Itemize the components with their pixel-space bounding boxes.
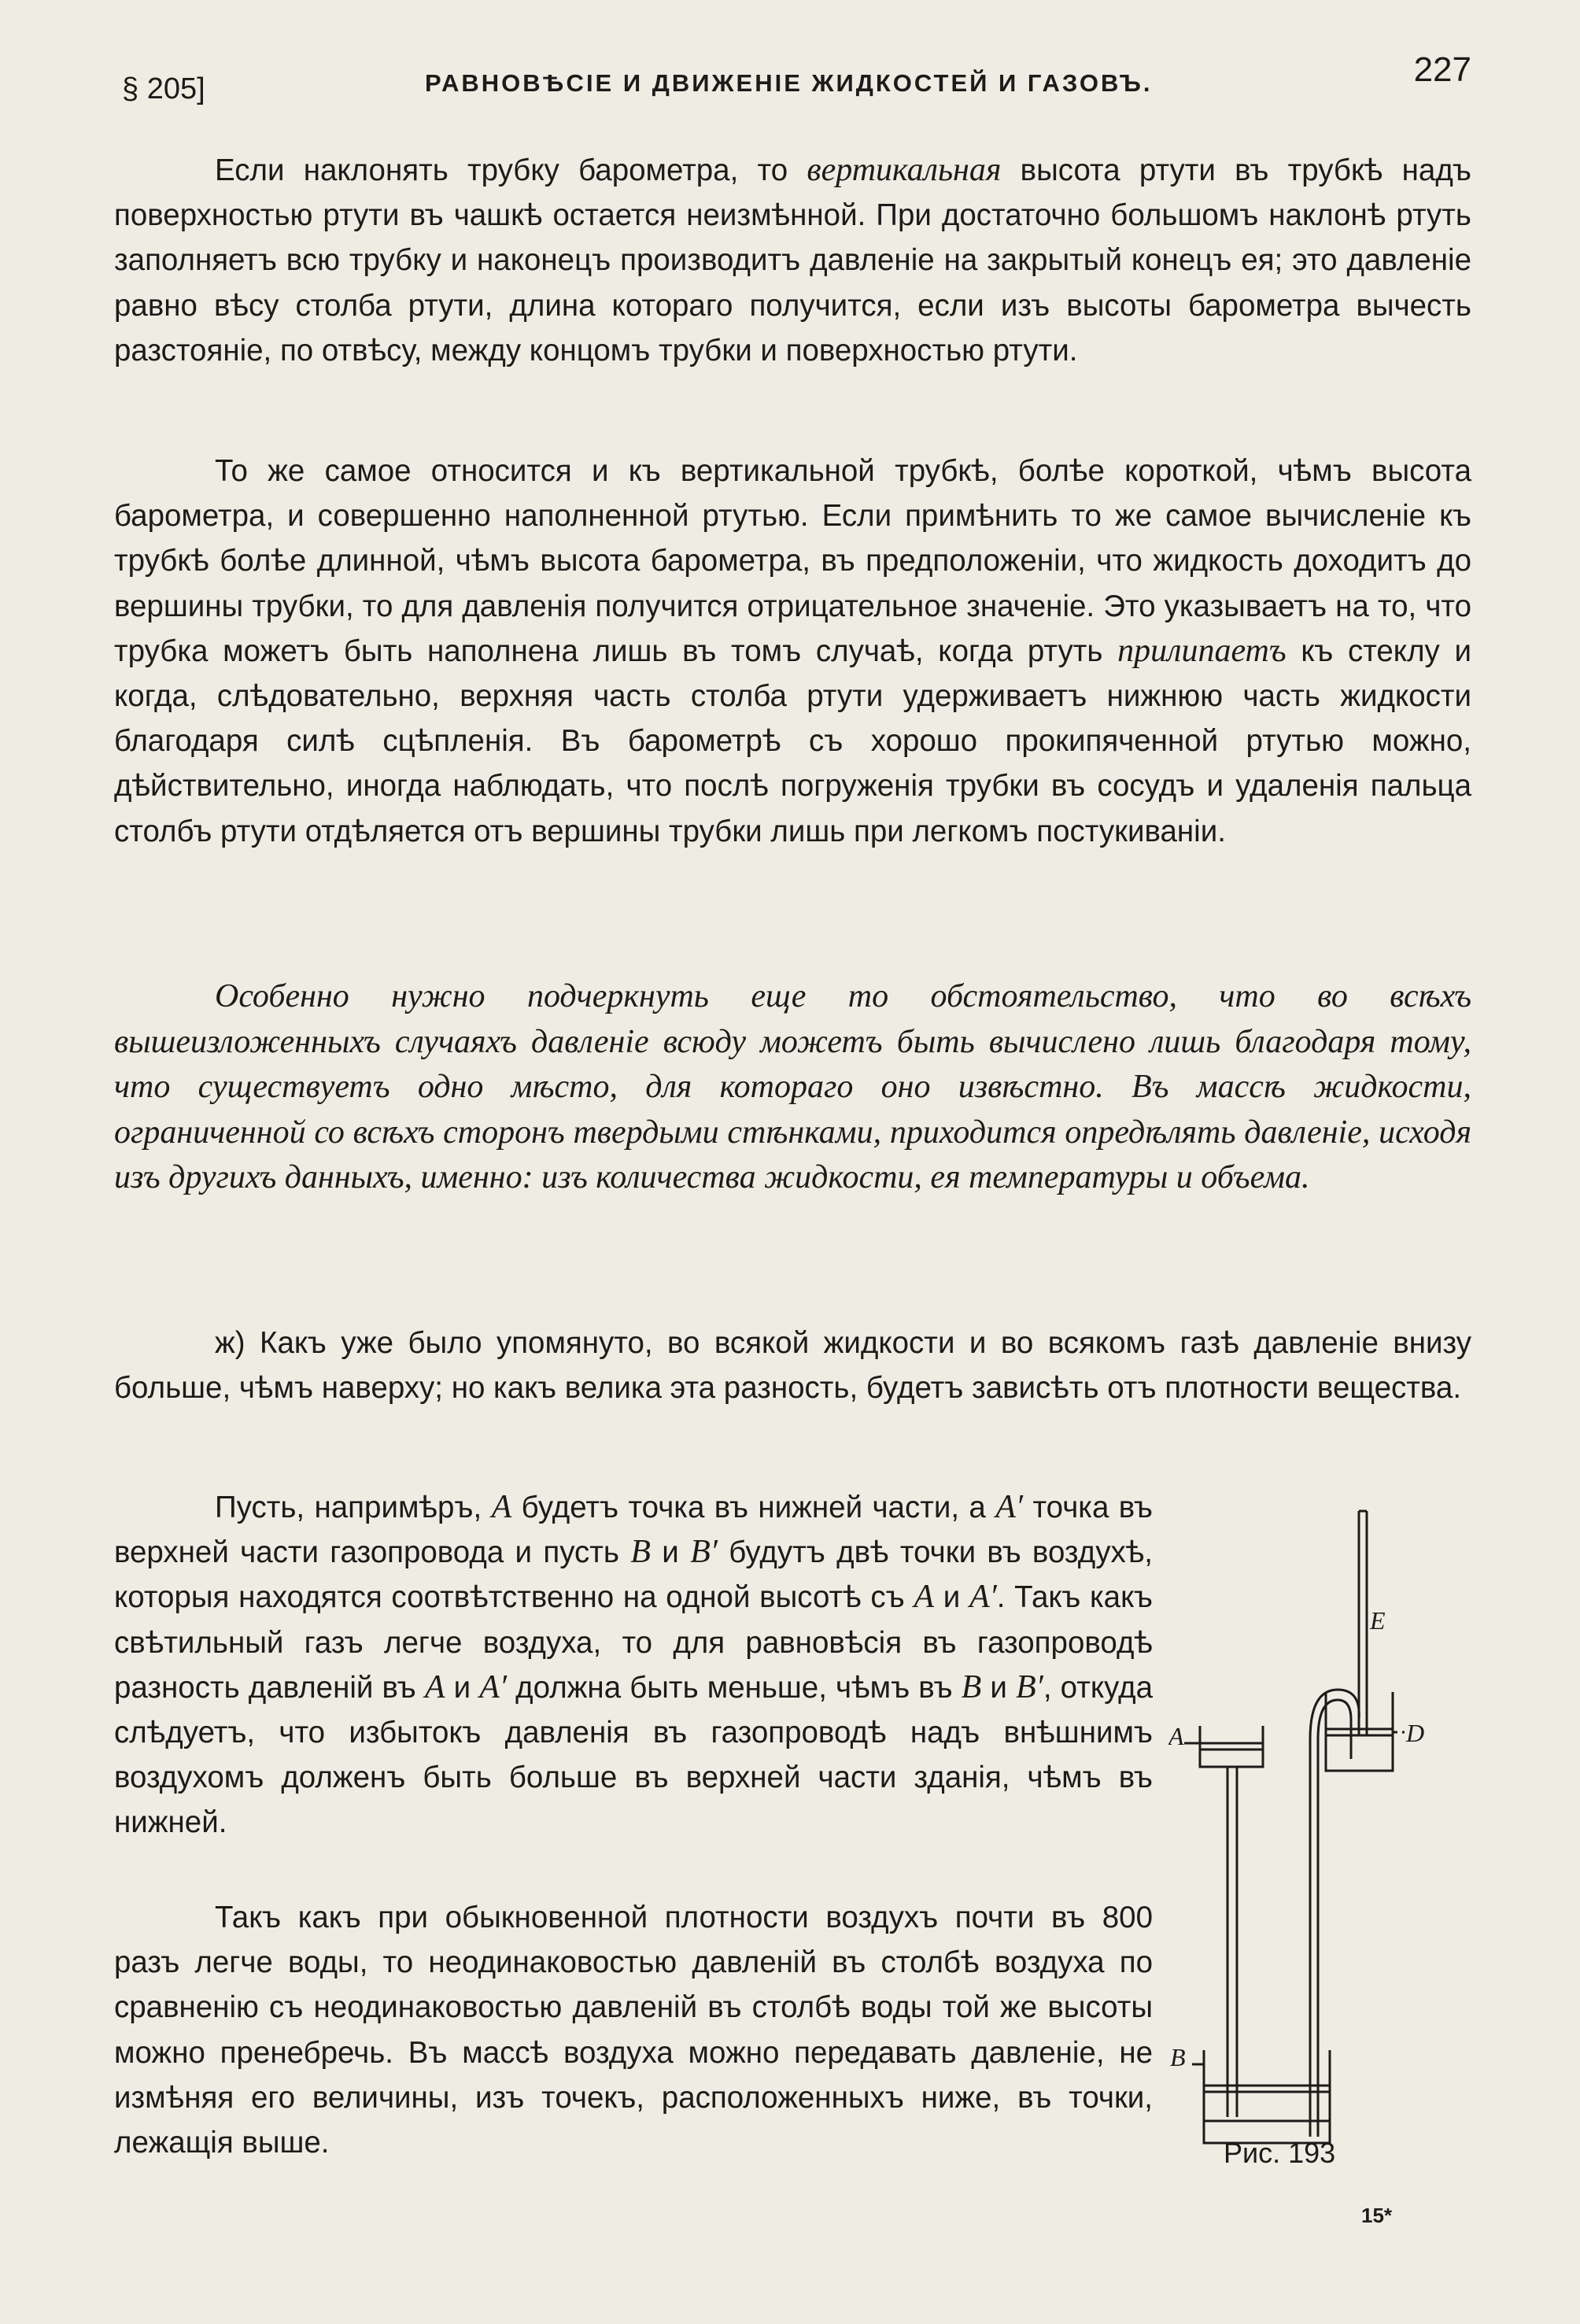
text-run: То же самое относится и къ вертикальной трубкѣ, болѣе короткой, чѣмъ высота барометра, и совершенно наполненной ртутью. Если примѣнить то же самое вычисленіе къ трубкѣ болѣе длинной, чѣмъ высота барометра, въ предположеніи, что жидкость доходитъ до вершины трубки, то для давленія получится отрицательное значеніе. Это указываетъ на то, что трубка можетъ быть наполнена лишь въ томъ случаѣ, когда ртуть	[114, 454, 1471, 668]
printer-signature: 15*	[1361, 2204, 1393, 2227]
label-e: E	[1370, 1606, 1386, 1635]
text-run: Пусть, напримѣръ,	[215, 1491, 492, 1524]
text-run: и	[445, 1670, 480, 1705]
symbol-B-prime: B′	[1016, 1668, 1043, 1705]
symbol-A-prime: A′	[969, 1579, 997, 1616]
symbol-A-prime: A′	[479, 1668, 508, 1705]
page-number: 227	[1413, 50, 1471, 89]
symbol-B: B	[961, 1668, 982, 1705]
text-run: къ стеклу и когда, слѣдовательно, верхняя часть столба ртути удерживаетъ нижнюю часть жидкости благодаря силѣ сцѣпленія. Въ барометрѣ съ хорошо прокипяченной ртутью можно, дѣйствительно, иногда наблюдать, что послѣ погруженія трубки въ сосудъ и удаленія пальца столбъ ртути отдѣляется отъ вершины трубки лишь при легкомъ постукиваніи.	[114, 634, 1471, 848]
text-run: будутъ двѣ точки въ воздухѣ, которыя находятся соотвѣтственно на одной высотѣ съ	[114, 1535, 1153, 1615]
symbol-A: A	[424, 1668, 445, 1705]
running-title: РАВНОВѢСІЕ И ДВИЖЕНІЕ ЖИДКОСТЕЙ И ГАЗОВЪ.	[425, 69, 1153, 97]
paragraph-6: Такъ какъ при обыкновенной плотности воздухъ почти въ 800 разъ легче воды, то неодинаковостью давленій въ столбѣ воздуха по сравненію съ неодинаковостью давленій въ столбѣ воды той же высоты можно пренебречь. Въ массѣ воздуха можно передавать давленіе, не измѣняя его величины, изъ точекъ, расположенныхъ ниже, въ точки, лежащія выше.	[114, 1901, 1153, 2160]
text-run: Если наклонять трубку барометра, то	[215, 153, 807, 187]
section-number: § 205]	[122, 72, 205, 105]
symbol-A: A	[914, 1579, 935, 1616]
paragraph-5	[114, 1485, 1153, 1846]
text-run: . Такъ какъ свѣтильный газъ легче воздуха, то для равновѣсія въ газопроводѣ разность давленій въ	[114, 1580, 1153, 1705]
text-run: и	[981, 1670, 1017, 1705]
label-d: D	[1406, 1719, 1425, 1747]
text-run: будетъ точка въ нижней части, а	[511, 1491, 996, 1524]
label-b: B	[1170, 2043, 1186, 2071]
paragraph-2	[114, 449, 1471, 854]
symbol-B: B	[630, 1534, 651, 1571]
symbol-B-prime: B′	[690, 1534, 718, 1571]
symbol-A: A	[491, 1489, 512, 1525]
emphasis-vertical: вертикальная	[807, 152, 1002, 188]
vessel-a	[1200, 1726, 1263, 1767]
siphon-tube-outer	[1318, 1700, 1351, 2137]
symbol-A-prime: A′	[995, 1489, 1024, 1525]
text-run: и	[934, 1580, 969, 1615]
figure-caption: Рис. 193	[1224, 2137, 1336, 2169]
label-a: A	[1168, 1722, 1184, 1750]
paragraph-4: ж) Какъ уже было упомянуто, во всякой жидкости и во всякомъ газѣ давленіе внизу больше, чѣмъ наверху; но какъ велика эта разность, будетъ зависѣть отъ плотности вещества.	[114, 1326, 1471, 1406]
text-run: и	[650, 1535, 691, 1570]
text-run: высота ртути въ трубкѣ надъ поверхностью ртути въ чашкѣ остается неизмѣнной. При достаточно большомъ наклонѣ ртуть заполняетъ всю трубку и наконецъ производитъ давленіе на закрытый конецъ ея; это давленіе равно вѣсу столба ртути, длина котораго получится, если изъ высоты барометра вычесть разстояніе, по отвѣсу, между концомъ трубки и поверхностью ртути.	[114, 153, 1471, 368]
running-header	[110, 50, 1471, 113]
emphasis-adheres: прилипаетъ	[1117, 632, 1287, 669]
manometer-diagram	[1168, 1499, 1487, 2152]
text-run: должна быть меньше, чѣмъ въ	[507, 1670, 962, 1705]
text-run: точка въ верхней части газопровода и пусть	[114, 1491, 1153, 1570]
paragraph-3-italic: Особенно нужно подчеркнуть еще то обстоятельство, что во всѣхъ вышеизложенныхъ случаяхъ давленіе всюду можетъ быть вычислено лишь благодаря тому, что существуетъ одно мѣсто, для котораго оно извѣстно. Въ массѣ жидкости, ограниченной со всѣхъ сторонъ твердыми стѣнками, приходится опредѣлять давленіе, исходя изъ другихъ данныхъ, именно: изъ количества жидкости, ея температуры и объема.	[114, 978, 1471, 1195]
figure-193	[1168, 1499, 1487, 2152]
text-run: , откуда слѣдуетъ, что избытокъ давленія въ газопроводѣ надъ внѣшнимъ воздухомъ долженъ быть больше въ верхней части зданія, чѣмъ въ нижней.	[114, 1670, 1153, 1840]
paragraph-1	[114, 148, 1471, 373]
